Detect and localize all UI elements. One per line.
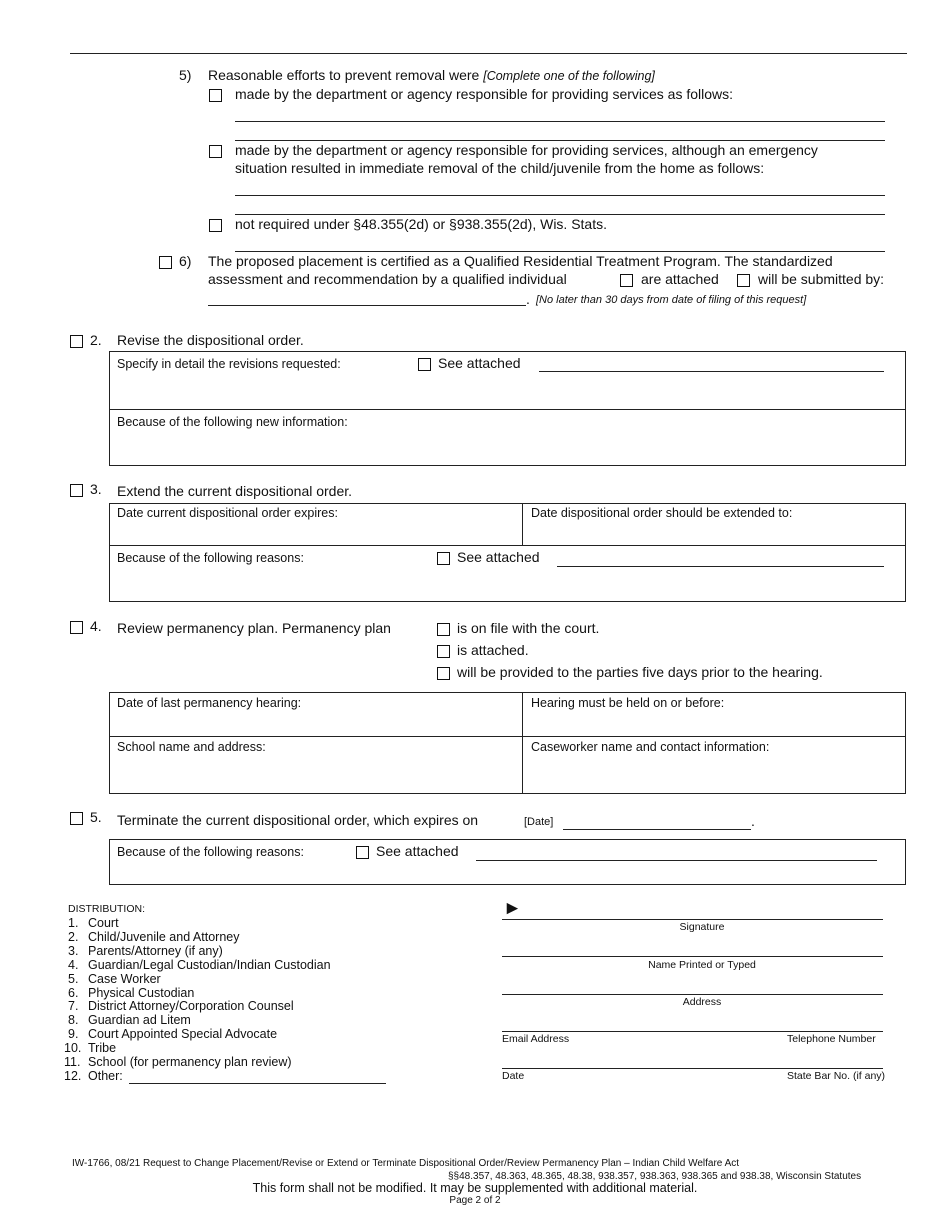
email-label: Email Address [502, 1033, 570, 1045]
distribution-item-text: Other: [88, 1068, 123, 1083]
school-label: School name and address: [117, 740, 266, 754]
extend-see-attached-checkbox[interactable] [437, 552, 450, 565]
distribution-item-number: 2. [68, 929, 79, 944]
distribution-item [68, 1014, 331, 1028]
efforts-emergency-line-2[interactable] [235, 214, 885, 215]
distribution-item-number: 1. [68, 916, 79, 930]
efforts-made-line-1[interactable] [235, 121, 885, 122]
extend-expires-label: Date current dispositional order expires: [117, 506, 338, 520]
permanency-col-divider [522, 692, 523, 794]
terminate-date-hint: [Date] [524, 816, 554, 828]
efforts-emergency-label-1: made by the department or agency responsible for providing services, although an emergency [235, 142, 818, 158]
distribution-item [68, 931, 331, 945]
signature-arrow-icon: ► [503, 898, 522, 919]
distribution-item-number: 9. [68, 1027, 79, 1042]
distribution-item-number: 12. [64, 1068, 82, 1083]
extend-order-checkbox[interactable] [70, 484, 83, 497]
efforts-emergency-line-1[interactable] [235, 195, 885, 196]
distribution-other-line[interactable] [129, 1083, 386, 1084]
name-label: Name Printed or Typed [648, 959, 756, 971]
section4-number: 4. [90, 618, 102, 634]
qrtp-note: [No later than 30 days from date of filing of this request] [536, 294, 807, 306]
distribution-item [64, 1041, 331, 1056]
distribution-item-number: 5. [68, 971, 79, 986]
hearing-held-by-label: Hearing must be held on or before: [531, 696, 725, 710]
distribution-item-number: 4. [68, 957, 79, 972]
terminate-period: . [751, 813, 755, 829]
plan-on-file-checkbox[interactable] [437, 623, 450, 636]
item5-title-text: Reasonable efforts to prevent removal were [208, 67, 480, 83]
item5-note: [Complete one of the following] [483, 69, 655, 83]
extend-order-divider [109, 545, 906, 546]
section5-number: 5. [90, 809, 102, 825]
revise-see-attached-label: See attached [438, 355, 521, 371]
distribution-item-text: Tribe [88, 1041, 117, 1056]
item5-number: 5) [179, 67, 192, 83]
section2-number: 2. [90, 332, 102, 348]
qrtp-will-submit-label: will be submitted by: [758, 271, 885, 287]
plan-provided-checkbox[interactable] [437, 667, 450, 680]
qrtp-attached-label: are attached [641, 271, 719, 287]
date-bar-line[interactable] [502, 1068, 883, 1069]
revise-order-divider [109, 409, 906, 410]
distribution-item-text: Guardian/Legal Custodian/Indian Custodian [88, 957, 331, 972]
last-hearing-label: Date of last permanency hearing: [117, 696, 302, 710]
distribution-item-text: Physical Custodian [88, 985, 195, 1000]
distribution-item-number: 3. [68, 943, 79, 958]
review-plan-checkbox[interactable] [70, 621, 83, 634]
extend-order-col-divider [522, 503, 523, 545]
distribution-item-text: Court Appointed Special Advocate [88, 1027, 278, 1042]
revise-order-checkbox[interactable] [70, 335, 83, 348]
permanency-row-divider [109, 736, 906, 737]
distribution-item [68, 1000, 331, 1014]
plan-attached-label: is attached. [457, 642, 529, 658]
qrtp-attached-checkbox[interactable] [620, 274, 633, 287]
item5-title [208, 67, 655, 83]
footer-page-number: Page 2 of 2 [449, 1195, 501, 1206]
terminate-order-checkbox[interactable] [70, 812, 83, 825]
revise-because-label: Because of the following new information: [117, 415, 348, 429]
signature-label: Signature [679, 921, 725, 933]
terminate-see-attached-checkbox[interactable] [356, 846, 369, 859]
distribution-item-text: Court [88, 916, 119, 930]
plan-attached-checkbox[interactable] [437, 645, 450, 658]
terminate-see-attached-line[interactable] [476, 860, 877, 861]
address-line[interactable] [502, 994, 883, 995]
signature-line[interactable] [502, 919, 883, 920]
revise-see-attached-line[interactable] [539, 371, 884, 372]
distribution-item [68, 959, 331, 973]
bar-number-label: State Bar No. (if any) [787, 1070, 886, 1082]
efforts-not-required-label: not required under §48.355(2d) or §938.355(2d), Wis. Stats. [235, 216, 607, 232]
distribution-item-text: District Attorney/Corporation Counsel [88, 999, 294, 1014]
email-phone-line[interactable] [502, 1031, 883, 1032]
efforts-made-checkbox[interactable] [209, 89, 222, 102]
terminate-date-line[interactable] [563, 829, 751, 830]
extend-see-attached-line[interactable] [557, 566, 884, 567]
phone-label: Telephone Number [787, 1033, 876, 1045]
footer-notice: This form shall not be modified. It may be supplemented with additional material. [252, 1181, 698, 1195]
efforts-not-required-line[interactable] [235, 251, 885, 252]
qrtp-submit-date-line[interactable] [208, 305, 526, 306]
distribution-item-text: Parents/Attorney (if any) [88, 943, 223, 958]
qrtp-will-submit-checkbox[interactable] [737, 274, 750, 287]
distribution-item [68, 917, 331, 931]
caseworker-label: Caseworker name and contact information: [531, 740, 770, 754]
distribution-item-text: Guardian ad Litem [88, 1013, 191, 1028]
distribution-heading: DISTRIBUTION: [68, 903, 146, 915]
footer-form-line: IW-1766, 08/21 Request to Change Placement/Revise or Extend or Terminate Dispositional Order/Review Permanency Plan – Indian Child Welfare Act [72, 1158, 740, 1169]
efforts-made-line-2[interactable] [235, 140, 885, 141]
qrtp-checkbox[interactable] [159, 256, 172, 269]
footer-statutes: §§48.357, 48.363, 48.365, 48.38, 938.357, 938.363, 938.365 and 938.38, Wisconsin Statutes [448, 1171, 862, 1182]
name-line[interactable] [502, 956, 883, 957]
extend-because-label: Because of the following reasons: [117, 551, 304, 565]
item6-line2: assessment and recommendation by a qualified individual [208, 271, 567, 287]
top-rule [70, 53, 907, 54]
section3-title: Extend the current dispositional order. [117, 483, 353, 499]
terminate-see-attached-label: See attached [376, 843, 459, 859]
extend-see-attached-label: See attached [457, 549, 540, 565]
distribution-item-number: 7. [68, 999, 79, 1014]
section5-title: Terminate the current dispositional order, which expires on [117, 812, 479, 828]
revise-specify-label: Specify in detail the revisions requested: [117, 357, 341, 371]
plan-provided-label: will be provided to the parties five days prior to the hearing. [457, 664, 823, 680]
item6-number: 6) [179, 253, 192, 269]
efforts-emergency-checkbox[interactable] [209, 145, 222, 158]
distribution-item-number: 6. [68, 985, 79, 1000]
distribution-item-number: 10. [64, 1041, 82, 1056]
efforts-not-required-checkbox[interactable] [209, 219, 222, 232]
terminate-because-label: Because of the following reasons: [117, 845, 304, 859]
distribution-item-text: School (for permanency plan review) [88, 1055, 292, 1070]
revise-see-attached-checkbox[interactable] [418, 358, 431, 371]
distribution-item-number: 8. [68, 1013, 79, 1028]
distribution-list [64, 916, 331, 1084]
section4-title: Review permanency plan. Permanency plan [117, 620, 391, 636]
efforts-made-label: made by the department or agency responsible for providing services as follows: [235, 86, 734, 102]
section3-number: 3. [90, 481, 102, 497]
extend-to-label: Date dispositional order should be extended to: [531, 506, 793, 520]
plan-on-file-label: is on file with the court. [457, 620, 600, 636]
qrtp-period: . [526, 291, 530, 307]
section2-title: Revise the dispositional order. [117, 332, 304, 348]
distribution-item [68, 1028, 331, 1042]
distribution-item [64, 1068, 331, 1084]
distribution-item-number: 11. [64, 1055, 81, 1070]
distribution-item [68, 945, 331, 959]
distribution-item-text: Child/Juvenile and Attorney [88, 929, 240, 944]
efforts-emergency-label-2: situation resulted in immediate removal of the child/juvenile from the home as follows: [235, 160, 765, 176]
distribution-item [64, 1055, 331, 1070]
distribution-item-text: Case Worker [88, 971, 161, 986]
distribution-item [68, 987, 331, 1001]
date-label: Date [502, 1070, 525, 1082]
distribution-item [68, 973, 331, 987]
item6-line1: The proposed placement is certified as a Qualified Residential Treatment Program. The standardized [208, 253, 833, 269]
address-label: Address [682, 996, 722, 1008]
